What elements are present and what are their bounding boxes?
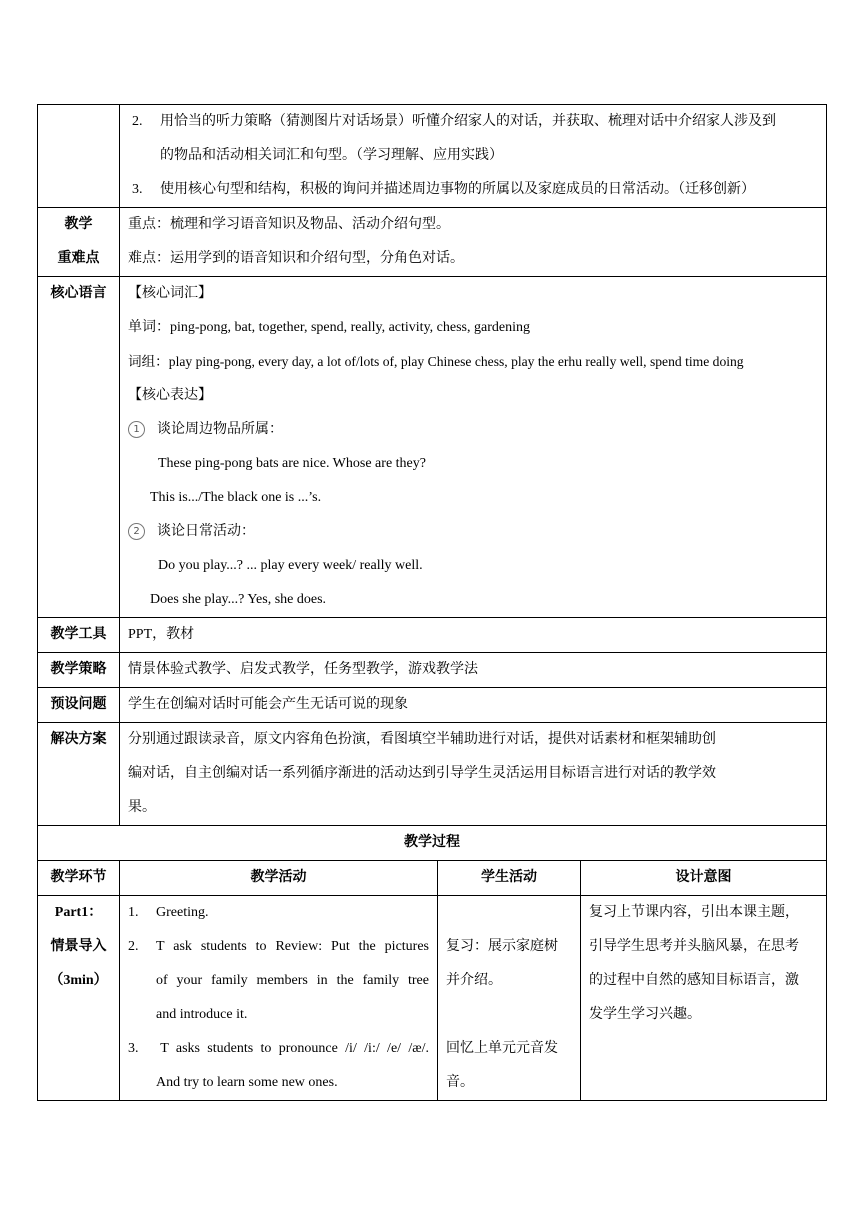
- objectives-label-cell: [38, 105, 120, 208]
- key-points-row: [38, 208, 827, 277]
- activity-3-line-2: And try to learn some new ones.: [156, 1075, 338, 1090]
- activity-2-line-1: T ask students to Review: Put the pictures: [156, 939, 429, 954]
- objectives-cell: [120, 105, 827, 208]
- student-activity-2-line-2: 音。: [446, 1075, 474, 1090]
- activity-2-line-2: of your family members in the family tree: [156, 973, 429, 988]
- lesson-plan-page: [37, 104, 826, 1101]
- part1-teacher-activity: 1. Greeting. 2. T ask students to Review: Put the pictures of your family members in the family tree and introduce it. 3. T asks students to pronounce /i/ /i:/ /e/ /æ/. And try to learn some new ones.: [120, 896, 438, 1101]
- expression-2-question: Do you play...? ... play every week/ really well.: [158, 558, 423, 573]
- core-words: 单词：ping-pong, bat, together, spend, really, activity, chess, gardening: [128, 320, 530, 335]
- expression-1-title: 谈论周边物品所属：: [157, 422, 283, 437]
- solution-line-1: 分别通过跟读录音，原文内容角色扮演，看图填空半辅助进行对话，提供对话素材和框架辅助创: [128, 732, 716, 747]
- header-teacher-activity: 教学活动: [120, 861, 438, 896]
- vocab-header: 【核心词汇】: [128, 286, 212, 301]
- part1-stage: Part1： 情景导入 （3min）: [38, 896, 120, 1101]
- intent-line-1: 复习上节课内容，引出本课主题，: [589, 905, 799, 920]
- solution-cell: [120, 723, 827, 826]
- process-header-row: [38, 861, 827, 896]
- objective-2-line-1: 用恰当的听力策略（猜测图片对话场景）听懂介绍家人的对话，并获取、梳理对话中介绍家人涉及到: [160, 114, 776, 129]
- objective-3-number: 3.: [132, 182, 143, 197]
- expression-1-question: These ping-pong bats are nice. Whose are they?: [158, 456, 426, 471]
- header-design-intent: 设计意图: [581, 861, 827, 896]
- intent-line-2: 引导学生思考并头脑风暴，在思考: [589, 939, 799, 954]
- core-phrases: 词组：play ping-pong, every day, a lot of/lots of, play Chinese chess, play the erhu really well, spend time doing: [128, 354, 744, 369]
- key-points-label: 教学 重难点: [38, 208, 120, 277]
- tools-value: PPT，教材: [120, 618, 827, 653]
- key-points-cell: [120, 208, 827, 277]
- objective-2-number: 2.: [132, 114, 143, 129]
- intent-line-4: 发学生学习兴趣。: [589, 1007, 701, 1022]
- tools-label: 教学工具: [38, 618, 120, 653]
- process-part1-row: [38, 896, 827, 1101]
- expression-1-answer: This is.../The black one is ...’s.: [150, 490, 322, 505]
- lesson-plan-table: [37, 104, 827, 1101]
- part1-design-intent: [581, 896, 827, 1101]
- key-difficulty: 难点：运用学到的语音知识和介绍句型，分角色对话。: [128, 251, 464, 266]
- intent-line-3: 的过程中自然的感知目标语言，激: [589, 973, 799, 988]
- student-activity-2-line-1: 回忆上单元元音发: [446, 1041, 558, 1056]
- student-activity-1-line-1: 复习：展示家庭树: [446, 939, 558, 954]
- strategy-label: 教学策略: [38, 653, 120, 688]
- tools-row: [38, 618, 827, 653]
- solution-row: [38, 723, 827, 826]
- problems-value: 学生在创编对话时可能会产生无话可说的现象: [120, 688, 827, 723]
- problems-row: [38, 688, 827, 723]
- process-title: 教学过程: [38, 826, 827, 861]
- expression-header: 【核心表达】: [128, 388, 212, 403]
- activity-1: Greeting.: [156, 905, 209, 920]
- part1-student-activity: [438, 896, 581, 1101]
- expression-2-title: 谈论日常活动：: [157, 524, 255, 539]
- objective-3-text: 使用核心句型和结构，积极的询问并描述周边事物的所属以及家庭成员的日常活动。（迁移创新）: [160, 182, 755, 197]
- core-language-cell: [120, 277, 827, 618]
- student-activity-1-line-2: 并介绍。: [446, 973, 502, 988]
- header-student-activity: 学生活动: [438, 861, 581, 896]
- activity-3-line-1: 3. T asks students to pronounce /i/ /i:/ /e/ /æ/.: [128, 1041, 429, 1056]
- strategy-value: 情景体验式教学、启发式教学，任务型教学，游戏教学法: [120, 653, 827, 688]
- problems-label: 预设问题: [38, 688, 120, 723]
- solution-line-2: 编对话，自主创编对话一系列循序渐进的活动达到引导学生灵活运用目标语言进行对话的教学效: [128, 766, 716, 781]
- core-language-label: 核心语言: [38, 277, 120, 618]
- expression-2-answer: Does she play...? Yes, she does.: [150, 592, 327, 607]
- objective-2-line-2: 的物品和活动相关词汇和句型。（学习理解、应用实践）: [160, 148, 503, 163]
- process-title-row: [38, 826, 827, 861]
- activity-2-line-3: and introduce it.: [156, 1007, 248, 1022]
- key-focus: 重点：梳理和学习语音知识及物品、活动介绍句型。: [128, 217, 450, 232]
- circled-number-1: 1: [128, 421, 145, 438]
- circled-number-2: 2: [128, 523, 145, 540]
- header-stage: 教学环节: [38, 861, 120, 896]
- strategy-row: [38, 653, 827, 688]
- objectives-row: [38, 105, 827, 208]
- solution-line-3: 果。: [128, 800, 156, 815]
- solution-label: 解决方案: [38, 723, 120, 826]
- core-language-row: [38, 277, 827, 618]
